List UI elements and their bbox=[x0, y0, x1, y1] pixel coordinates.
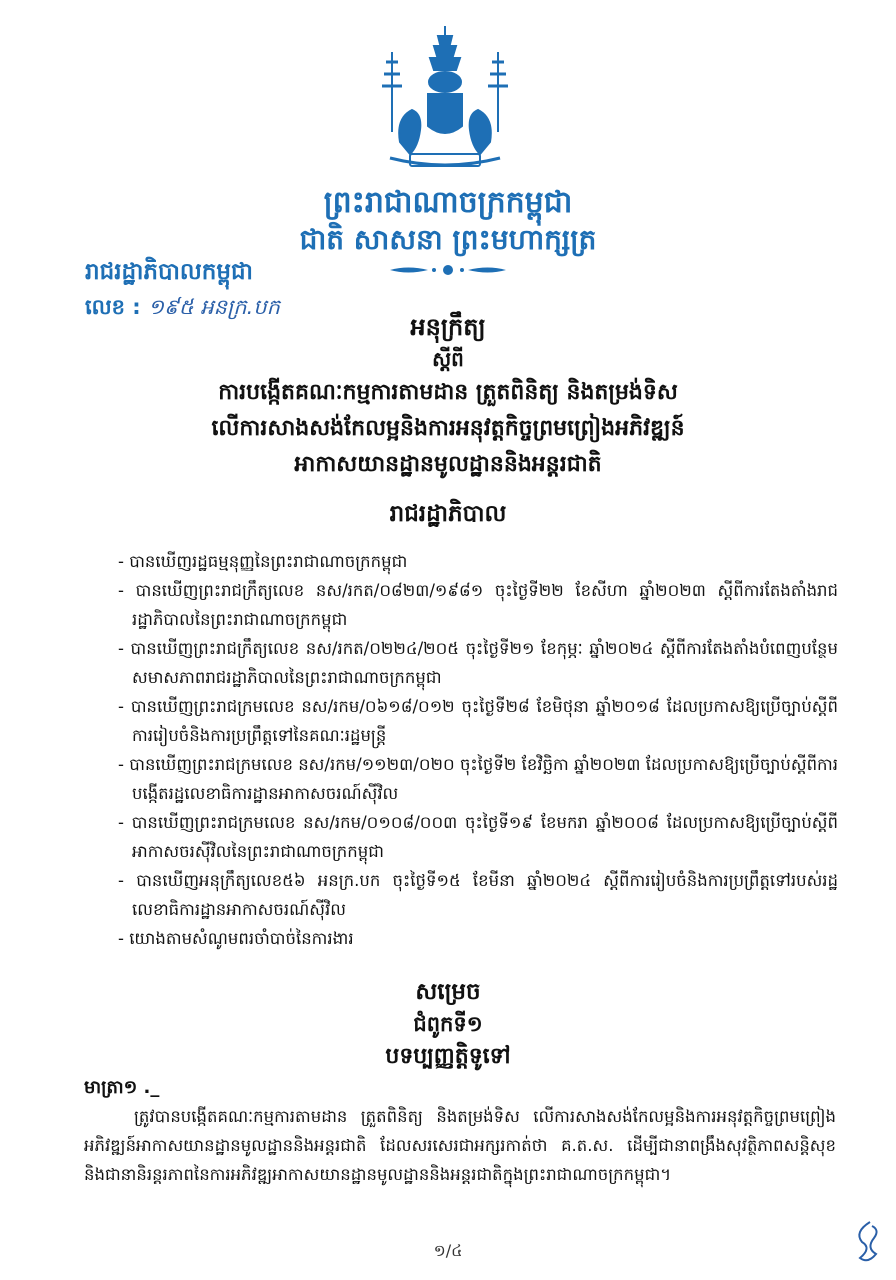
reference-label: លេខ : bbox=[85, 295, 141, 319]
article-text: ត្រូវបានបង្កើតគណៈកម្មការតាមដាន ត្រួតពិនិត្យ និងតម្រង់ទិស លើការសាងសង់កែលម្អនិងការអនុវត្តកិច្ចព្រមព្រៀងអភិវឌ្ឍន៍អាកាសយានដ្ឋានមូលដ្ឋាននិងអន្តរជាតិ ដែលសរសេរជាអក្សរកាត់ថា គ.ត.ស. ដើម្បីជានាពង្រឹងសុវត្ថិភាពសន្តិសុខ និងជានានិរន្តរភាពនៃការអភិវឌ្ឍអាកាសយានដ្ឋានមូលដ្ឋាននិងអន្តរជាតិក្នុងព្រះរាជាណាចក្រកម្ពុជា។ bbox=[84, 1107, 836, 1184]
ornament-divider-icon bbox=[388, 263, 508, 277]
handwritten-initial-icon bbox=[848, 1218, 884, 1266]
title-line-1: ការបង្កើតគណៈកម្មការតាមដាន ត្រួតពិនិត្យ និងតម្រង់ទិស bbox=[218, 380, 678, 405]
royal-emblem-icon bbox=[370, 22, 520, 180]
kingdom-name: ព្រះរាជាណាចក្រកម្ពុជា bbox=[323, 185, 573, 220]
article-label: មាត្រា១ ._ bbox=[84, 1077, 160, 1098]
authority-heading: រាជរដ្ឋាភិបាល bbox=[389, 501, 507, 527]
list-item: - បានឃើញរដ្ឋធម្មនុញ្ញនៃព្រះរាជាណាចក្រកម្ពុជា bbox=[118, 552, 408, 571]
document-type: អនុក្រឹត្យ bbox=[410, 313, 486, 341]
list-item: - បានឃើញព្រះរាជក្រមលេខ នស/រកម/០១០៨/០០៣ ចុះថ្ងៃទី១៩ ខែមករា ឆ្នាំ២០០៨ ដែលប្រកាសឱ្យប្រើច្បាប់ស្តីពីអាកាសចរស៊ីវិលនៃព្រះរាជាណាចក្រកម្ពុជា bbox=[118, 813, 838, 861]
list-item: - បានឃើញព្រះរាជក្រឹត្យលេខ នស/រកត/០២២៤/២០៥ ចុះថ្ងៃទី២១ ខែកុម្ភៈ ឆ្នាំ២០២៤ ស្តីពីការតែងតាំងបំពេញបន្ថែមសមាសភាពរាជរដ្ឋាភិបាលនៃព្រះរាជាណាចក្រកម្ពុជា bbox=[118, 639, 838, 687]
reference-value: ១៩៥ អនក្រ.បក bbox=[148, 295, 280, 319]
decision-heading: សម្រេច bbox=[415, 979, 481, 1005]
chapter-title: បទប្បញ្ញត្តិទូទៅ bbox=[385, 1044, 511, 1069]
document-about: ស្តីពី bbox=[432, 347, 464, 371]
list-item: - បានឃើញព្រះរាជក្រមលេខ នស/រកម/១១២៣/០២០ ចុះថ្ងៃទី២ ខែវិច្ឆិកា ឆ្នាំ២០២៣ ដែលប្រកាសឱ្យប្រើច្បាប់ស្តីពីការបង្កើតរដ្ឋលេខាធិការដ្ឋានអាកាសចរណ៍ស៊ីវិល bbox=[118, 755, 838, 803]
issuer-name: រាជរដ្ឋាភិបាលកម្ពុជា bbox=[85, 259, 253, 285]
list-item: - យោងតាមសំណូមពរចាំបាច់នៃការងារ bbox=[118, 929, 354, 948]
title-line-2: លើការសាងសង់កែលម្អនិងការអនុវត្តកិច្ចព្រមព្រៀងអភិវឌ្ឍន៍ bbox=[211, 416, 685, 441]
title-line-3: អាកាសយានដ្ឋានមូលដ្ឋាននិងអន្តរជាតិ bbox=[294, 452, 602, 477]
page-number: ១/៤ bbox=[433, 1241, 463, 1260]
list-item: - បានឃើញព្រះរាជក្រមលេខ នស/រកម/០៦១៨/០១២ ចុះថ្ងៃទី២៨ ខែមិថុនា ឆ្នាំ២០១៨ ដែលប្រកាសឱ្យប្រើច្បាប់ស្តីពីការរៀបចំនិងការប្រព្រឹត្តទៅនៃគណៈរដ្ឋមន្ត្រី bbox=[118, 697, 838, 745]
list-item: - បានឃើញអនុក្រឹត្យលេខ៥៦ អនក្រ.បក ចុះថ្ងៃទី១៥ ខែមីនា ឆ្នាំ២០២៤ ស្តីពីការរៀបចំនិងការប្រព្រឹត្តទៅរបស់រដ្ឋលេខាធិការដ្ឋានអាកាសចរណ៍ស៊ីវិល bbox=[118, 871, 838, 919]
list-item: - បានឃើញព្រះរាជក្រឹត្យលេខ នស/រកត/០៨២៣/១៩៨១ ចុះថ្ងៃទី២២ ខែសីហា ឆ្នាំ២០២៣ ស្តីពីការតែងតាំងរាជរដ្ឋាភិបាលនៃព្រះរាជាណាចក្រកម្ពុជា bbox=[118, 581, 838, 629]
considerations-list bbox=[118, 547, 838, 953]
national-motto: ជាតិ សាសនា ព្រះមហាក្សត្រ bbox=[299, 223, 597, 256]
chapter-number: ជំពូកទី១ bbox=[413, 1012, 483, 1036]
